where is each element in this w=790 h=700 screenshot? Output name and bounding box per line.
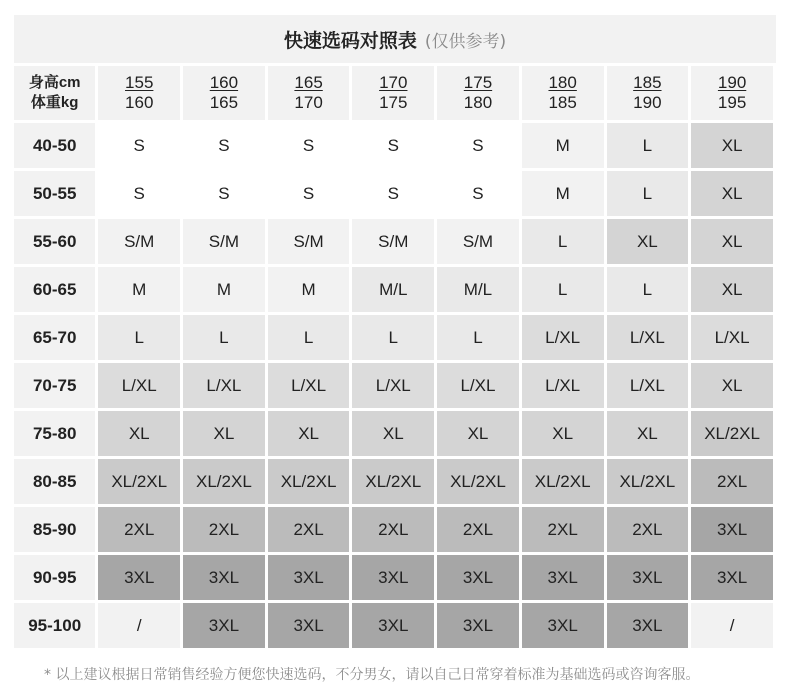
size-cell: L [522,219,604,264]
size-cell: XL [183,411,265,456]
weight-range-cell: 90-95 [14,555,95,600]
size-cell: XL/2XL [522,459,604,504]
header-row [14,66,773,120]
size-cell: XL/2XL [691,411,773,456]
weight-range-cell: 50-55 [14,171,95,216]
size-cell: XL [607,219,689,264]
height-range-start: 175 [463,73,493,92]
height-range-end: 170 [294,93,323,112]
weight-range-cell: 55-60 [14,219,95,264]
size-cell: XL [352,411,434,456]
table-row [14,507,773,552]
size-cell: L [183,315,265,360]
table-row [14,171,773,216]
weight-range-cell: 80-85 [14,459,95,504]
size-cell: S [268,123,350,168]
table-row [14,411,773,456]
size-cell: L/XL [183,363,265,408]
weight-range-cell: 95-100 [14,603,95,648]
size-cell: XL [607,411,689,456]
size-cell: XL [691,171,773,216]
size-cell: XL/2XL [437,459,519,504]
height-column-header [183,66,265,120]
size-cell: 3XL [691,555,773,600]
size-cell: 3XL [268,603,350,648]
height-column-header [437,66,519,120]
size-cell: 3XL [437,603,519,648]
size-cell: 3XL [183,603,265,648]
table-row [14,267,773,312]
size-cell: L/XL [437,363,519,408]
footnote: * 以上建议根据日常销售经验方便您快速选码，不分男女，请以自己日常穿着标准为基础选码或咨询客服。 [44,667,700,683]
height-column-header [522,66,604,120]
size-cell: M [183,267,265,312]
table-row [14,363,773,408]
table-row [14,219,773,264]
height-column-header [98,66,180,120]
size-cell: L/XL [522,315,604,360]
size-cell: XL [522,411,604,456]
size-cell: 3XL [522,555,604,600]
height-range-end: 185 [548,93,577,112]
size-cell: S/M [352,219,434,264]
size-cell: XL/2XL [98,459,180,504]
size-cell: XL [691,267,773,312]
size-cell: XL/2XL [183,459,265,504]
size-cell: L/XL [691,315,773,360]
size-cell: / [691,603,773,648]
size-cell: S [183,123,265,168]
height-column-header [352,66,434,120]
height-column-header [691,66,773,120]
size-cell: 2XL [691,459,773,504]
size-cell: 3XL [437,555,519,600]
size-cell: L [607,123,689,168]
size-cell: S [437,123,519,168]
size-cell: M/L [437,267,519,312]
height-range-start: 185 [633,73,662,92]
height-column-header [607,66,689,120]
height-range-start: 180 [548,73,577,92]
weight-range-cell: 60-65 [14,267,95,312]
size-cell: 2XL [352,507,434,552]
size-cell: L/XL [268,363,350,408]
size-cell: 2XL [607,507,689,552]
table-row [14,555,773,600]
size-cell: S [268,171,350,216]
size-cell: XL/2XL [352,459,434,504]
size-cell: XL [691,219,773,264]
size-chart [14,15,776,651]
height-range-end: 195 [717,93,747,112]
size-cell: M/L [352,267,434,312]
title-bar [14,15,776,63]
size-cell: XL [268,411,350,456]
table-row [14,123,773,168]
size-cell: M [522,123,604,168]
size-cell: XL [691,123,773,168]
size-cell: L/XL [98,363,180,408]
height-range-start: 190 [717,73,747,92]
height-range-start: 160 [209,73,239,92]
size-cell: S/M [437,219,519,264]
height-column-header [268,66,350,120]
size-cell: M [98,267,180,312]
size-cell: M [522,171,604,216]
size-cell: L [437,315,519,360]
size-cell: XL [437,411,519,456]
height-range-end: 175 [379,93,408,112]
size-cell: M [268,267,350,312]
weight-range-cell: 65-70 [14,315,95,360]
size-cell: S [98,123,180,168]
size-cell: 3XL [183,555,265,600]
height-unit-label: 身高cm [28,74,81,91]
height-range-end: 180 [463,93,493,112]
size-cell: L [607,171,689,216]
height-range-start: 165 [294,73,323,92]
table-row [14,315,773,360]
size-table [11,63,776,651]
weight-unit-label: 体重kg [30,94,79,111]
height-range-end: 165 [209,93,239,112]
size-cell: 3XL [607,603,689,648]
size-cell: L/XL [607,363,689,408]
size-cell: XL/2XL [268,459,350,504]
size-cell: L/XL [352,363,434,408]
size-cell: 2XL [268,507,350,552]
size-cell: L/XL [607,315,689,360]
size-cell: S/M [183,219,265,264]
chart-subtitle: (仅供参考) [424,31,507,52]
size-cell: L [268,315,350,360]
size-cell: 3XL [268,555,350,600]
height-range-end: 160 [125,93,154,112]
size-cell: S [183,171,265,216]
size-cell: S/M [268,219,350,264]
size-cell: 2XL [98,507,180,552]
size-cell: 3XL [691,507,773,552]
size-cell: L [522,267,604,312]
size-cell: L/XL [522,363,604,408]
weight-range-cell: 75-80 [14,411,95,456]
weight-range-cell: 70-75 [14,363,95,408]
height-range-start: 155 [125,73,154,92]
table-row [14,459,773,504]
size-cell: L [607,267,689,312]
size-cell: S [352,123,434,168]
weight-range-cell: 40-50 [14,123,95,168]
size-cell: 3XL [352,603,434,648]
size-cell: L [98,315,180,360]
size-cell: S [437,171,519,216]
size-cell: XL [691,363,773,408]
size-cell: S [98,171,180,216]
height-range-end: 190 [633,93,662,112]
table-row [14,603,773,648]
chart-title: 快速选码对照表 [283,29,417,52]
size-cell: L [352,315,434,360]
height-range-start: 170 [379,73,408,92]
size-cell: 3XL [352,555,434,600]
size-cell: XL/2XL [607,459,689,504]
size-cell: 2XL [522,507,604,552]
size-cell: XL [98,411,180,456]
size-cell: 2XL [437,507,519,552]
size-cell: 3XL [522,603,604,648]
size-cell: / [98,603,180,648]
size-cell: S/M [98,219,180,264]
weight-range-cell: 85-90 [14,507,95,552]
size-cell: 3XL [98,555,180,600]
size-cell: 3XL [607,555,689,600]
size-cell: S [352,171,434,216]
size-cell: 2XL [183,507,265,552]
corner-cell [14,66,95,120]
